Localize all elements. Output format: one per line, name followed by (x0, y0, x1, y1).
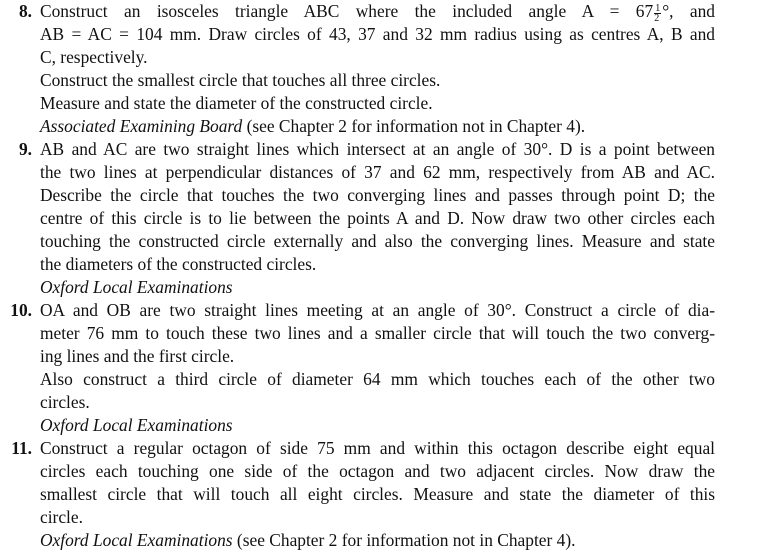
q10-line-2: meter 76 mm to touch these two lines and a smaller circle that will touch the two converg- (40, 323, 715, 343)
q9-line-5: touching the constructed circle externally and also the converging lines. Measure and state (40, 231, 715, 251)
q10-line-1: OA and OB are two straight lines meeting at an angle of 30°. Construct a circle of dia- (40, 300, 715, 320)
question-number-11: 11. (11, 438, 32, 458)
q11-line-3: smallest circle that will touch all eight circles. Measure and state the diameter of this (40, 484, 715, 504)
q8-source (40, 115, 585, 138)
q8-line-5: Measure and state the diameter of the constructed circle. (40, 93, 433, 113)
q11-line-4: circle. (40, 507, 83, 527)
q8-line-1-end: °, and (662, 1, 715, 21)
q10-line-4: Also construct a third circle of diameter 64 mm which touches each of the other two (40, 369, 715, 389)
question-number-10: 10. (10, 300, 32, 320)
q11-line-1: Construct a regular octagon of side 75 mm and within this octagon describe eight equal (40, 438, 715, 458)
q9-line-6: the diameters of the constructed circles. (40, 254, 317, 274)
q8-line-3: C, respectively. (40, 47, 148, 67)
q8-source-board: Associated Examining Board (40, 116, 243, 136)
q8-line-4: Construct the smallest circle that touches all three circles. (40, 70, 441, 90)
q8-source-note: (see Chapter 2 for information not in Chapter 4). (242, 116, 586, 136)
half-fraction (654, 4, 661, 23)
q10-line-3: ing lines and the first circle. (40, 346, 235, 366)
q11-source-board: Oxford Local Examinations (40, 530, 233, 550)
q9-source: Oxford Local Examinations (40, 277, 233, 297)
q9-line-1: AB and AC are two straight lines which intersect at an angle of 30°. D is a point between (40, 139, 715, 159)
q10-source: Oxford Local Examinations (40, 415, 233, 435)
q8-line-2: AB = AC = 104 mm. Draw circles of 43, 37 and 32 mm radius using as centres A, B and (40, 24, 715, 44)
question-number-8: 8. (18, 1, 32, 21)
q11-line-2: circles each touching one side of the octagon and two adjacent circles. Now draw the (40, 461, 715, 481)
q9-line-3: Describe the circle that touches the two converging lines and passes through point D; the (40, 185, 715, 205)
q9-line-2: the two lines at perpendicular distances of 37 and 62 mm, respectively from AB and AC. (40, 162, 715, 182)
q9-line-4: centre of this circle is to lie between the points A and D. Now draw two other circles each (40, 208, 715, 228)
question-number-9: 9. (18, 139, 32, 159)
q11-source (40, 529, 575, 552)
q11-source-note: (see Chapter 2 for information not in Chapter 4). (232, 530, 576, 550)
q8-line-1 (40, 0, 715, 23)
fraction-numerator: 1 (655, 2, 661, 14)
q8-line-1-text: Construct an isosceles triangle ABC where the included angle A = 67 (40, 1, 654, 21)
fraction-denominator: 2 (654, 12, 660, 24)
q10-line-5: circles. (40, 392, 90, 412)
